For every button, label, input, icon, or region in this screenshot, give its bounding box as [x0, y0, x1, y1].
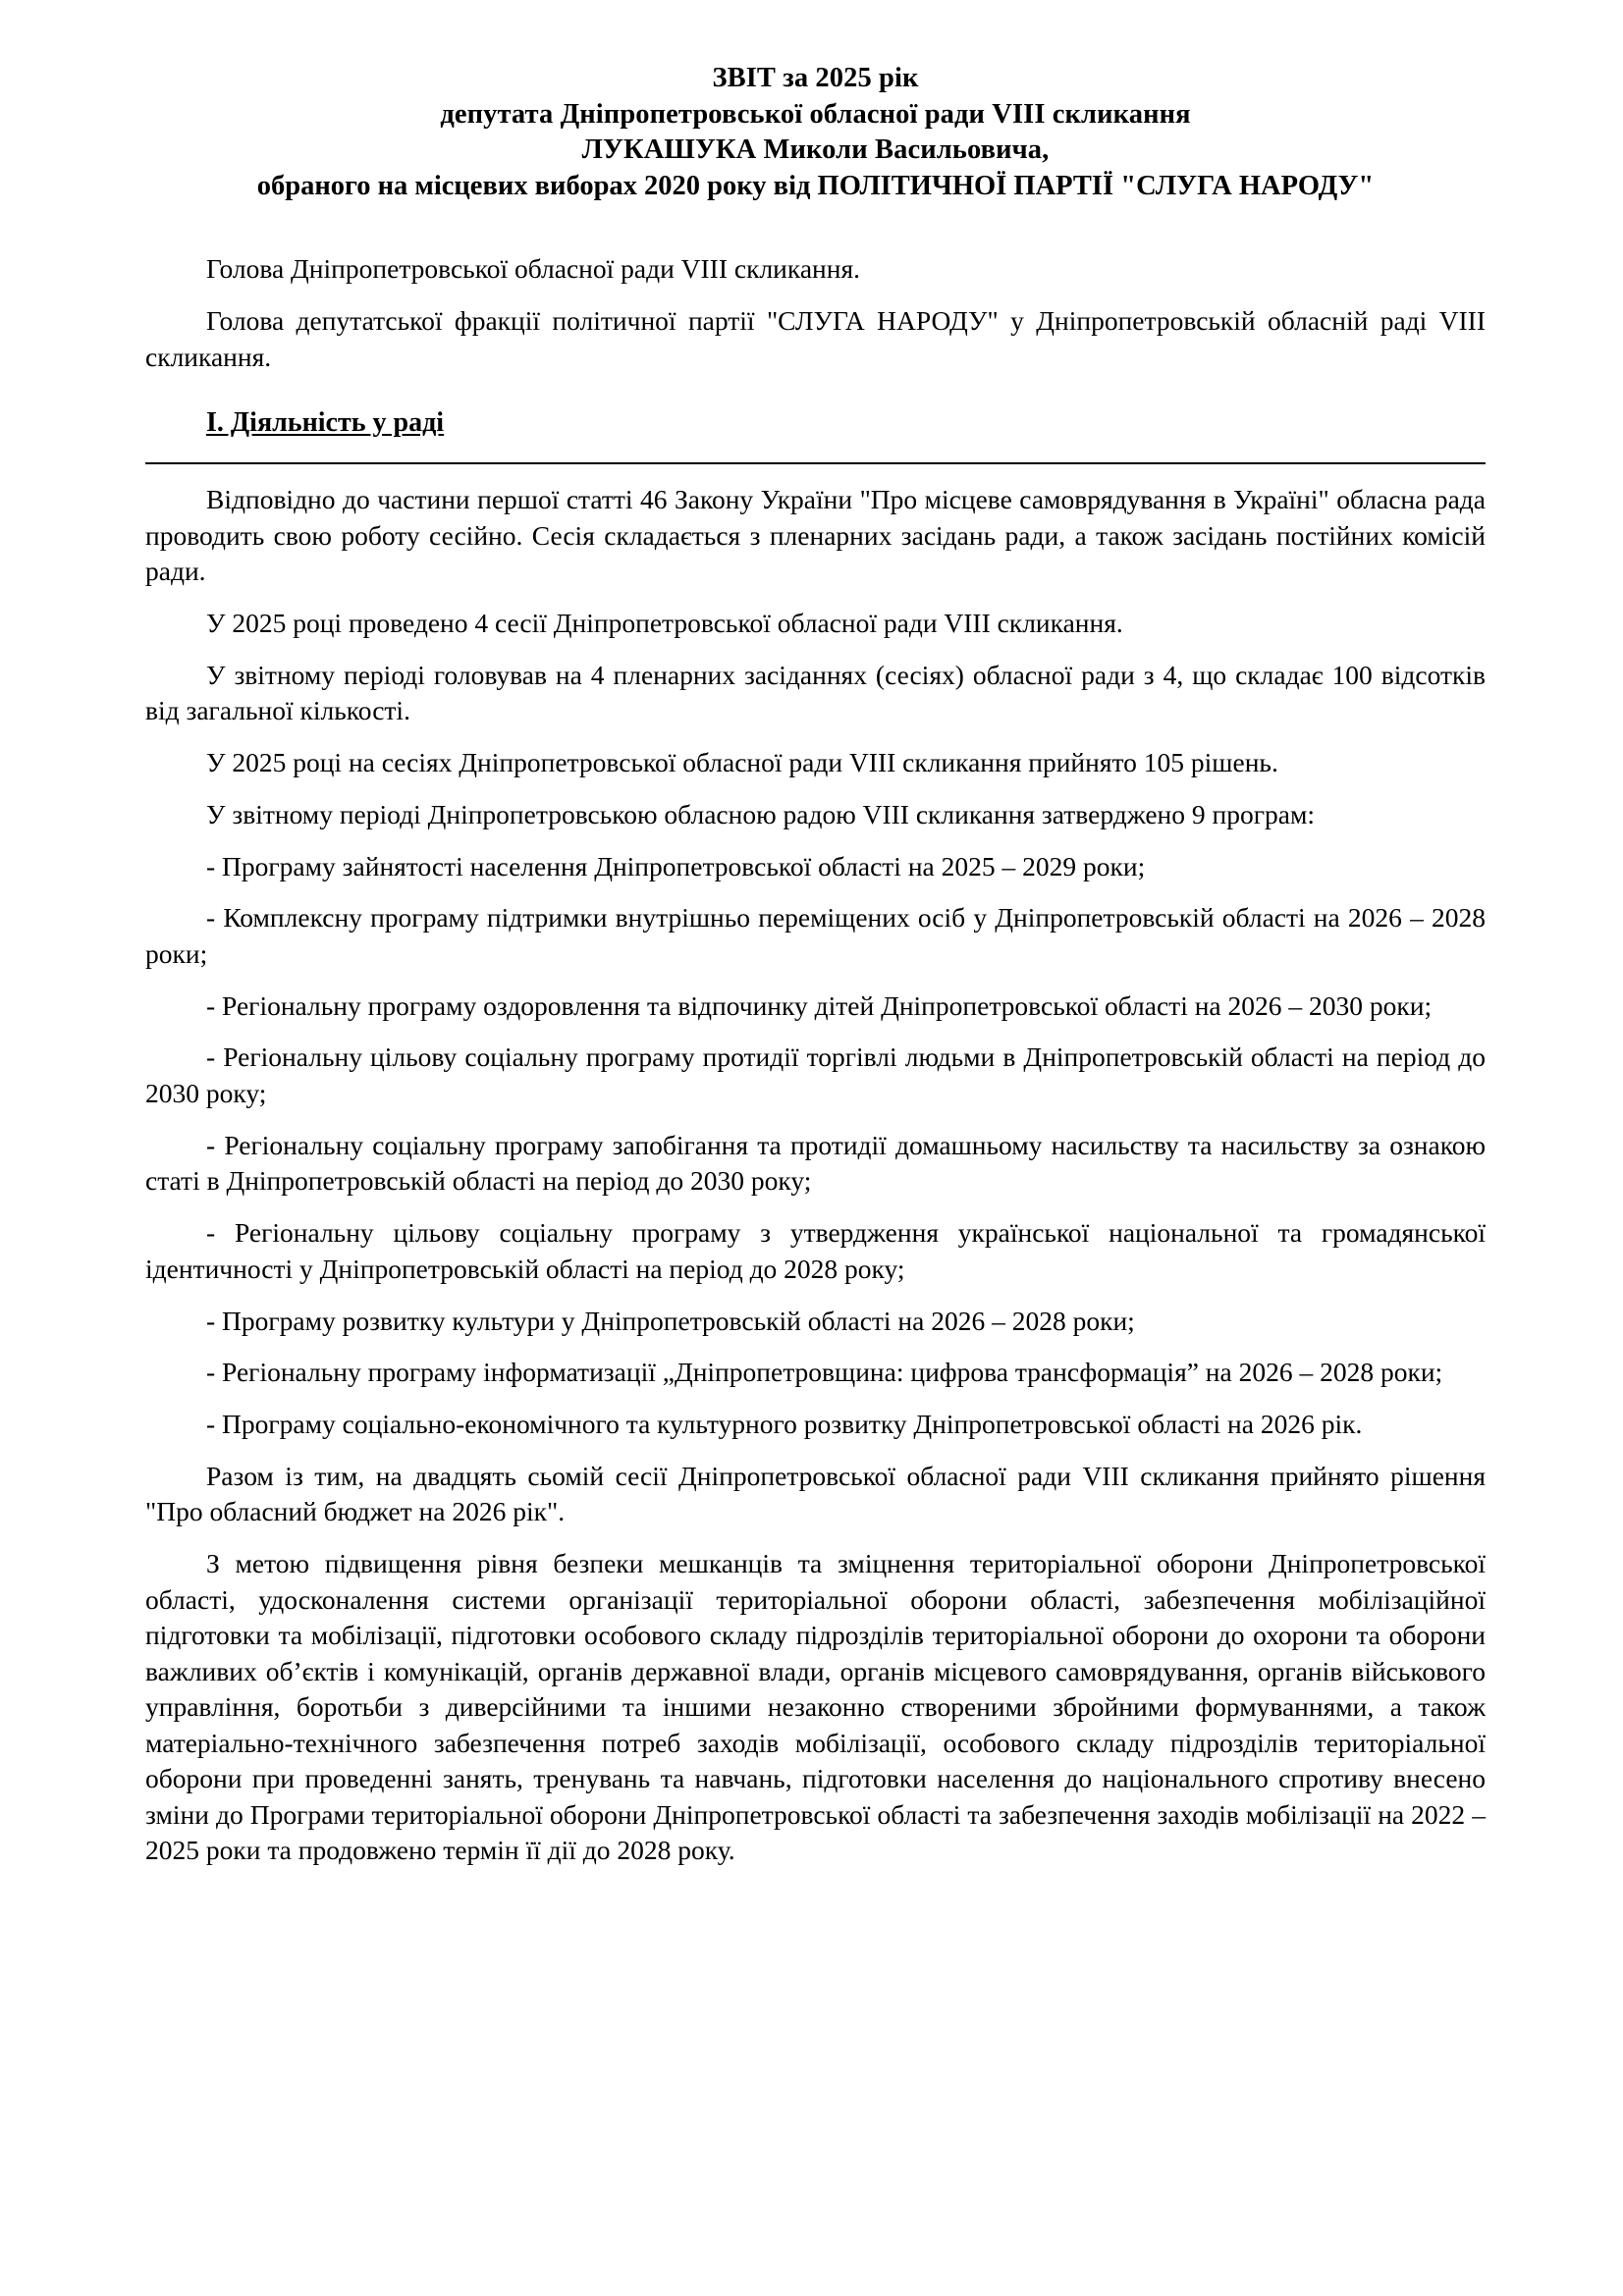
- section-heading-council-activity: [145, 405, 1486, 441]
- program-item: - Регіональну цільову соціальну програму з утвердження української національної та громадянської ідентичності у Дніпропетровській області на період до 2028 року;: [145, 1217, 1486, 1284]
- paragraph-sessions-count: У 2025 році проведено 4 сесії Дніпропетровської обласної ради VIII скликання.: [206, 608, 1123, 639]
- title-line-report-year: ЗВІТ за 2025 рік: [712, 63, 919, 93]
- intro-role-faction-head: Голова депутатської фракції політичної партії "СЛУГА НАРОДУ" у Дніпропетровській обласній раді VIII скликання.: [145, 305, 1486, 372]
- title-line-deputy-council: депутата Дніпропетровської обласної ради VIII скликання: [440, 98, 1191, 130]
- intro-role-chairman: Голова Дніпропетровської обласної ради VIII скликання.: [206, 253, 860, 285]
- title-line-party: обраного на місцевих виборах 2020 року від ПОЛІТИЧНОЇ ПАРТІЇ "СЛУГА НАРОДУ": [256, 170, 1375, 201]
- program-item: - Регіональну цільову соціальну програму протидії торгівлі людьми в Дніпропетровській області на період до 2030 року;: [145, 1041, 1486, 1109]
- paragraph-territorial-defence: З метою підвищення рівня безпеки мешканців та зміцнення територіальної оборони Дніпропетровської області, удосконалення системи організації територіальної оборони області, забезпечення мобілізаційної підготовки та мобілізації, підготовки особового складу підрозділів територіальної оборони до охорони та оборони важливих об’єктів і комунікацій, органів державної влади, органів місцевого самоврядування, органів військового управління, боротьби з диверсійними та іншими незаконно створеними збройними формуваннями, а також матеріально-технічного забезпечення потреб заходів мобілізації, особового складу підрозділів територіальної оборони при проведенні занять, тренувань та навчань, підготовки населення до національного спротиву внесено зміни до Програми територіальної оборони Дніпропетровської області та забезпечення заходів мобілізації на 2022 – 2025 роки та продовжено термін її дії до 2028 року.: [145, 1548, 1486, 1866]
- program-item: - Програму зайнятості населення Дніпропетровської області на 2025 – 2029 роки;: [206, 850, 1146, 881]
- paragraph-decisions-count: У 2025 році на сесіях Дніпропетровської обласної ради VIII скликання прийнято 105 рішень.: [206, 747, 1278, 778]
- paragraph-chaired-sessions: У звітному періоді головував на 4 пленарних засіданнях (сесіях) обласної ради з 4, що складає 100 відсотків від загальної кількості.: [145, 659, 1486, 726]
- program-item: - Регіональну соціальну програму запобігання та протидії домашньому насильству та насильству за ознакою статі в Дніпропетровській області на період до 2030 року;: [145, 1129, 1486, 1197]
- paragraph-budget-decision: Разом із тим, на двадцять сьомій сесії Дніпропетровської обласної ради VIII скликання прийнято рішення "Про обласний бюджет на 2026 рік".: [145, 1460, 1486, 1527]
- paragraph-law-reference: Відповідно до частини першої статті 46 Закону України "Про місцеве самоврядування в Україні" обласна рада проводить свою роботу сесійно. Сесія складається з пленарних засідань ради, а також засідань постійних комісій ради.: [145, 483, 1486, 587]
- program-item: - Регіональну програму оздоровлення та відпочинку дітей Дніпропетровської області на 2026 – 2030 роки;: [206, 989, 1433, 1021]
- program-item: - Регіональну програму інформатизації „Дніпропетровщина: цифрова трансформація” на 2026 – 2028 роки;: [206, 1357, 1443, 1388]
- intro-block: [145, 251, 1486, 375]
- section-divider: [145, 462, 1486, 464]
- title-line-deputy-name: ЛУКАШУКА Миколи Васильовича,: [581, 134, 1050, 166]
- paragraph-programs-intro: У звітному періоді Дніпропетровською обласною радою VIII скликання затверджено 9 програм:: [206, 798, 1316, 829]
- document-title-block: [145, 61, 1486, 204]
- program-item: - Комплексну програму підтримки внутрішньо переміщених осіб у Дніпропетровській області на 2026 – 2028 роки;: [145, 902, 1486, 969]
- section-body: [145, 482, 1486, 1869]
- section-heading-label: I. Діяльність у раді: [206, 406, 445, 438]
- program-item: - Програму розвитку культури у Дніпропетровській області на 2026 – 2028 роки;: [206, 1305, 1135, 1336]
- program-item: - Програму соціально-економічного та культурного розвитку Дніпропетровської області на 2026 рік.: [206, 1409, 1363, 1439]
